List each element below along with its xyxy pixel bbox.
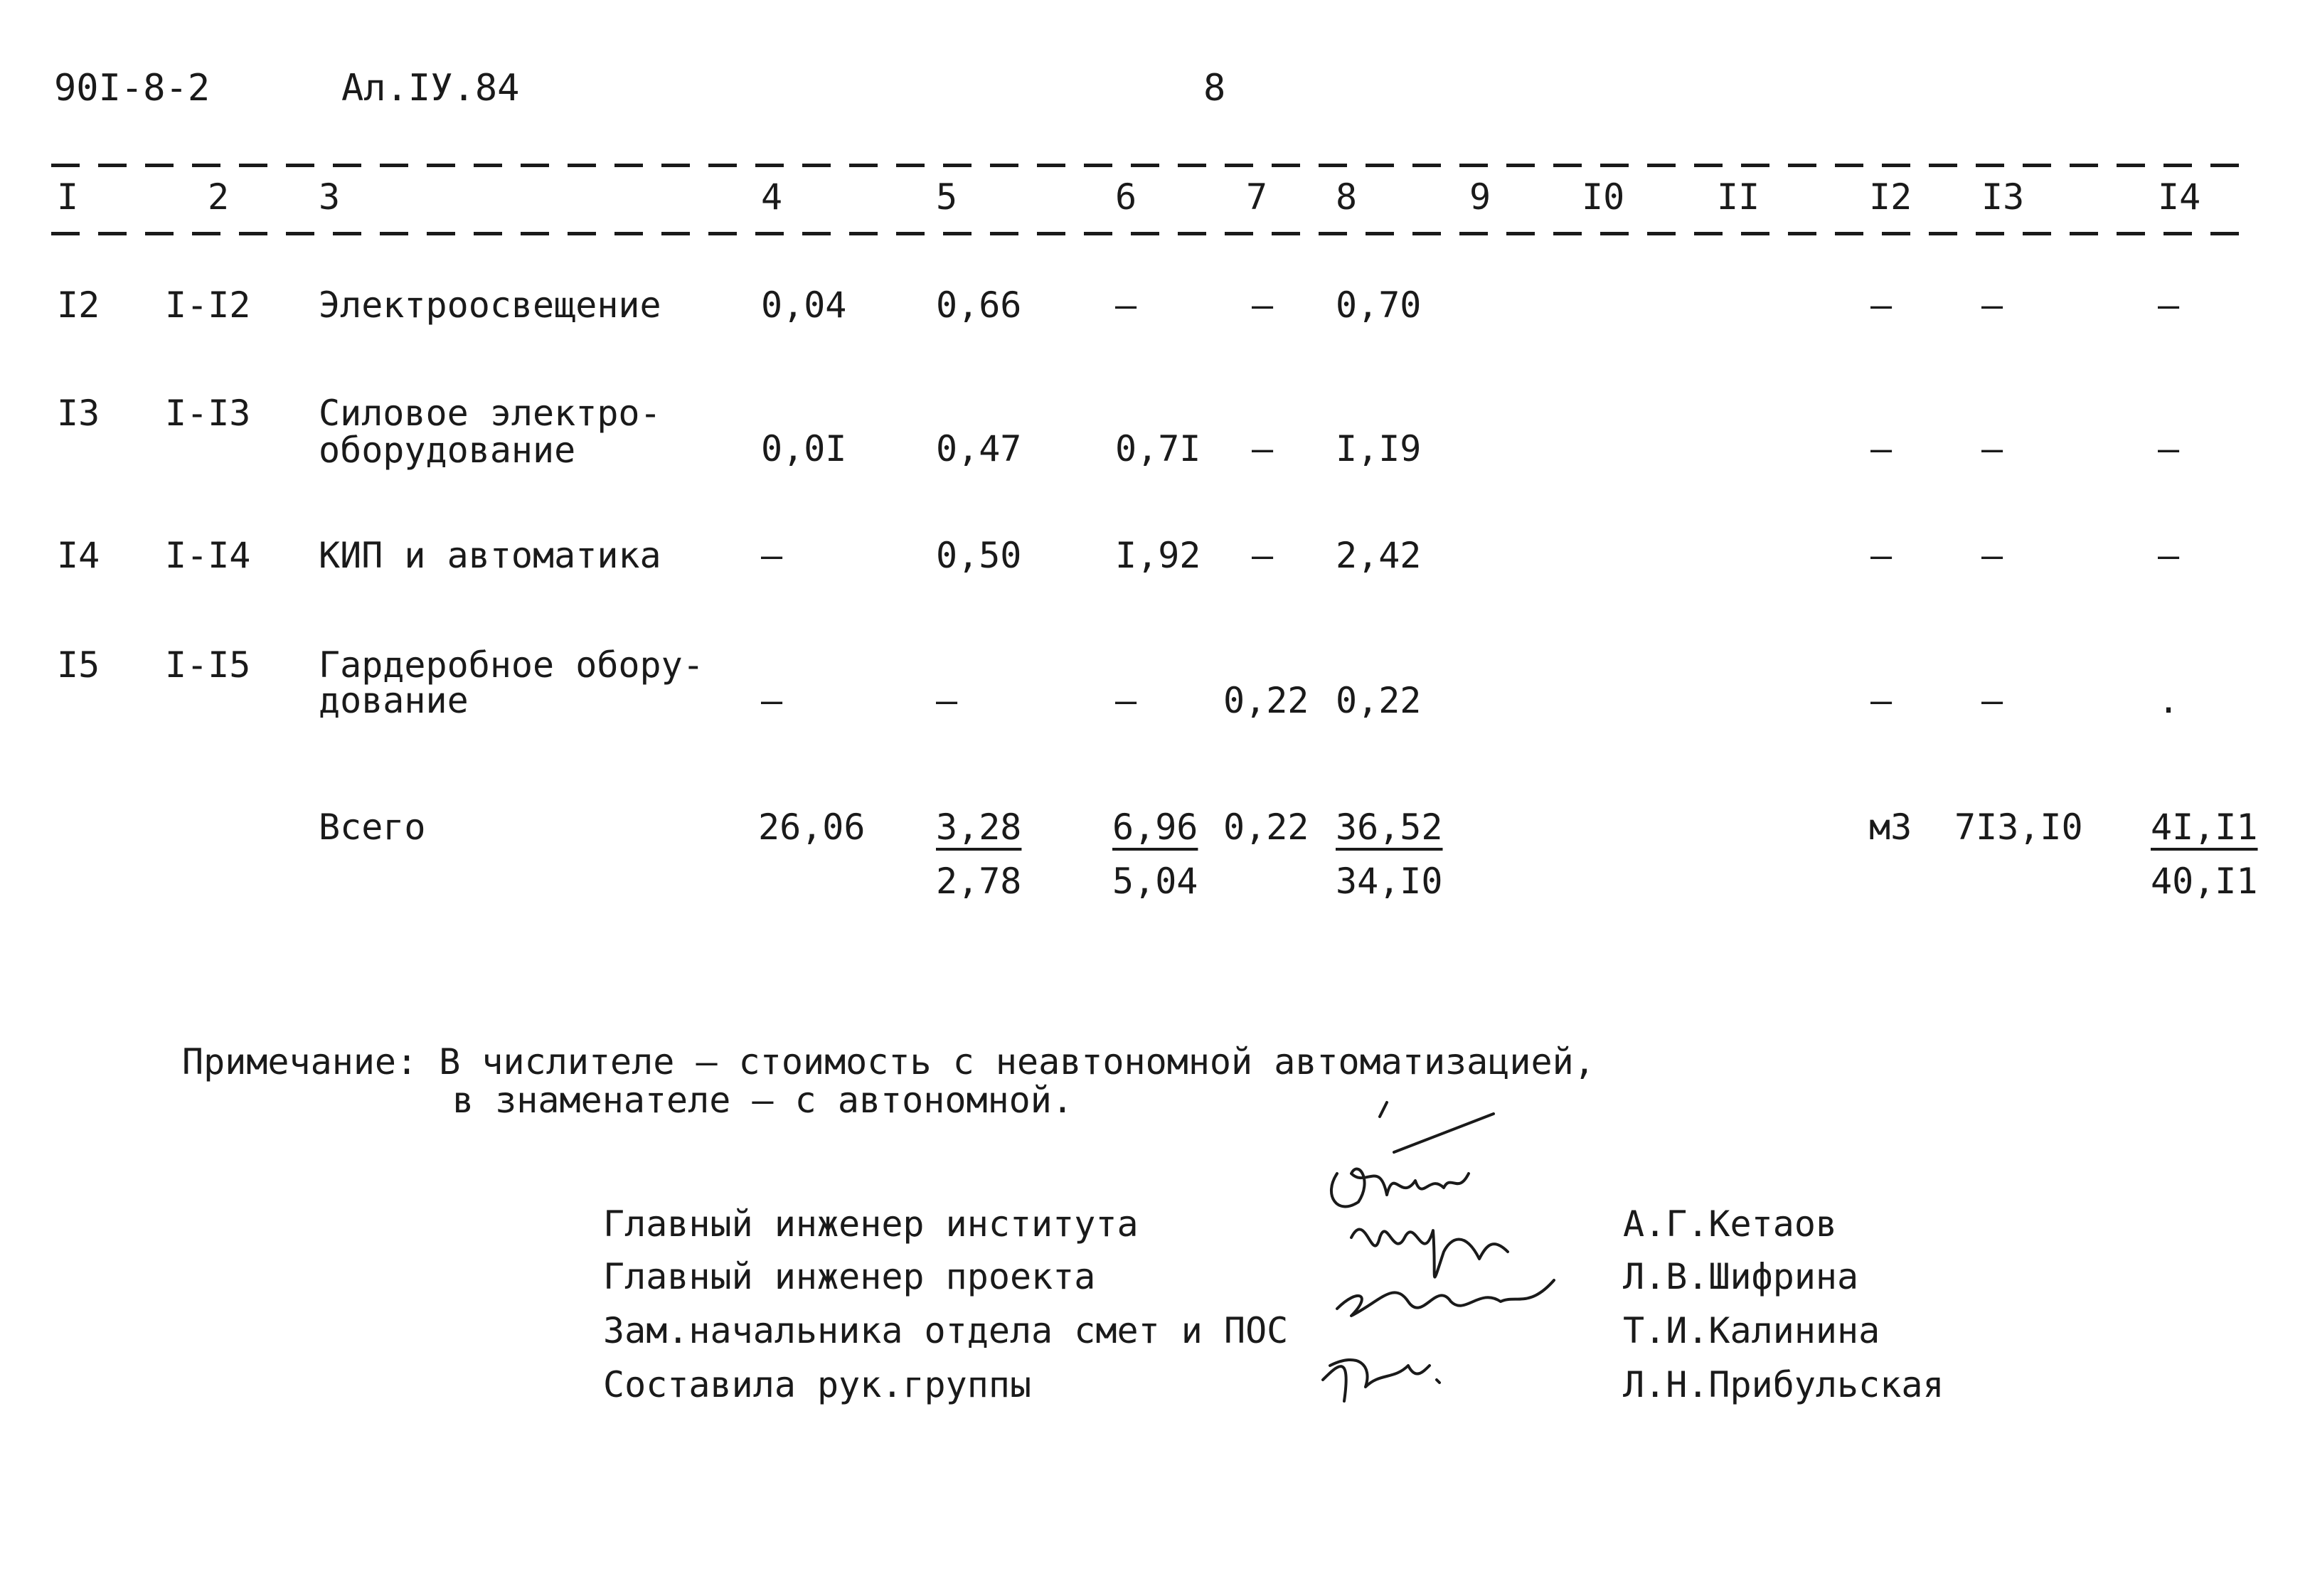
signature-title: Составила рук.группы <box>603 1364 1032 1405</box>
cell-col12: – <box>1870 284 1893 326</box>
signature-name: А.Г.Кетаов <box>1623 1203 1838 1245</box>
column-header: I <box>57 176 79 218</box>
cell-col5: 0,47 <box>936 428 1022 469</box>
column-header: I3 <box>1981 176 2025 218</box>
table-top-rule <box>51 164 2256 167</box>
row-reference: I-I5 <box>165 644 251 686</box>
column-header: 8 <box>1336 176 1358 218</box>
row-number: I5 <box>57 644 100 686</box>
row-number: I3 <box>57 393 100 434</box>
total-col12-unit: м3 <box>1869 807 1912 848</box>
row-number: I4 <box>57 535 100 576</box>
row-name-line2: дование <box>319 680 469 721</box>
cell-col8: 0,70 <box>1336 284 1422 326</box>
cell-col5: – <box>936 680 958 721</box>
cell-col12: – <box>1870 428 1893 469</box>
total-col8-numerator: 36,52 <box>1336 807 1443 848</box>
document-code: 90I-8-2 <box>54 67 211 110</box>
note-line2: в знаменателе – с автономной. <box>452 1080 1073 1121</box>
signature-name: Л.Н.Прибульская <box>1623 1364 1944 1405</box>
total-col6-numerator: 6,96 <box>1112 807 1198 848</box>
column-header: 4 <box>761 176 783 218</box>
total-col13: 7I3,I0 <box>1954 807 2083 848</box>
column-header: 7 <box>1246 176 1268 218</box>
column-header: 3 <box>319 176 341 218</box>
total-col14-denominator: 40,I1 <box>2151 861 2258 902</box>
cell-col12: – <box>1870 680 1893 721</box>
signature-title: Главный инженер института <box>603 1203 1139 1245</box>
row-name: Электроосвещение <box>319 284 661 326</box>
cell-col13: – <box>1981 535 2003 576</box>
cell-col12: – <box>1870 535 1893 576</box>
cell-col14: – <box>2158 535 2180 576</box>
row-name-line1: Силовое электро- <box>319 393 661 434</box>
row-name: КИП и автоматика <box>319 535 661 576</box>
cell-col7: – <box>1252 535 1274 576</box>
cell-col14: – <box>2158 284 2180 326</box>
row-reference: I-I2 <box>165 284 251 326</box>
column-header: 6 <box>1115 176 1137 218</box>
total-col14-numerator: 4I,I1 <box>2151 807 2258 848</box>
cell-col14: . <box>2158 680 2180 721</box>
column-header: I0 <box>1582 176 1625 218</box>
cell-col8: 2,42 <box>1336 535 1422 576</box>
cell-col7: – <box>1252 428 1274 469</box>
row-reference: I-I3 <box>165 393 251 434</box>
table-header-rule <box>51 232 2256 235</box>
column-header: I4 <box>2158 176 2201 218</box>
cell-col8: I,I9 <box>1336 428 1422 469</box>
row-number: I2 <box>57 284 100 326</box>
cell-col7: – <box>1252 284 1274 326</box>
row-name-line1: Гардеробное обору- <box>319 644 704 686</box>
page-number: 8 <box>1203 67 1226 110</box>
sheet-code: Ал.IУ.84 <box>341 67 520 110</box>
cell-col4: 0,0I <box>761 428 847 469</box>
cell-col4: – <box>761 535 783 576</box>
cell-col13: – <box>1981 680 2003 721</box>
cell-col4: – <box>761 680 783 721</box>
cell-col8: 0,22 <box>1336 680 1422 721</box>
cell-col5: 0,66 <box>936 284 1022 326</box>
total-col5-numerator: 3,28 <box>936 807 1022 848</box>
note-line1: Примечание: В числителе – стоимость с неавтономной автоматизацией, <box>182 1041 1595 1082</box>
row-reference: I-I4 <box>165 535 251 576</box>
cell-col13: – <box>1981 428 2003 469</box>
cell-col5: 0,50 <box>936 535 1022 576</box>
row-name-line2: оборудование <box>319 430 576 471</box>
handwritten-signatures <box>1309 1067 1565 1437</box>
column-header: I2 <box>1869 176 1912 218</box>
cell-col7: 0,22 <box>1223 680 1309 721</box>
signature-title: Зам.начальника отдела смет и ПОС <box>603 1310 1289 1351</box>
cell-col14: – <box>2158 428 2180 469</box>
cell-col6: I,92 <box>1115 535 1201 576</box>
total-col6-denominator: 5,04 <box>1112 861 1198 902</box>
cell-col4: 0,04 <box>761 284 847 326</box>
cell-col6: 0,7I <box>1115 428 1201 469</box>
column-header: 5 <box>936 176 958 218</box>
cell-col13: – <box>1981 284 2003 326</box>
cell-col6: – <box>1115 284 1137 326</box>
signature-title: Главный инженер проекта <box>603 1256 1096 1297</box>
total-col8-denominator: 34,I0 <box>1336 861 1443 902</box>
signature-name: Т.И.Калинина <box>1623 1310 1880 1351</box>
column-header: II <box>1717 176 1760 218</box>
total-col4: 26,06 <box>758 807 866 848</box>
signature-name: Л.В.Шифрина <box>1623 1256 1859 1297</box>
column-header: 9 <box>1469 176 1491 218</box>
cell-col6: – <box>1115 680 1137 721</box>
total-col7: 0,22 <box>1223 807 1309 848</box>
column-header: 2 <box>208 176 230 218</box>
total-col5-denominator: 2,78 <box>936 861 1022 902</box>
total-label: Всего <box>319 807 426 848</box>
